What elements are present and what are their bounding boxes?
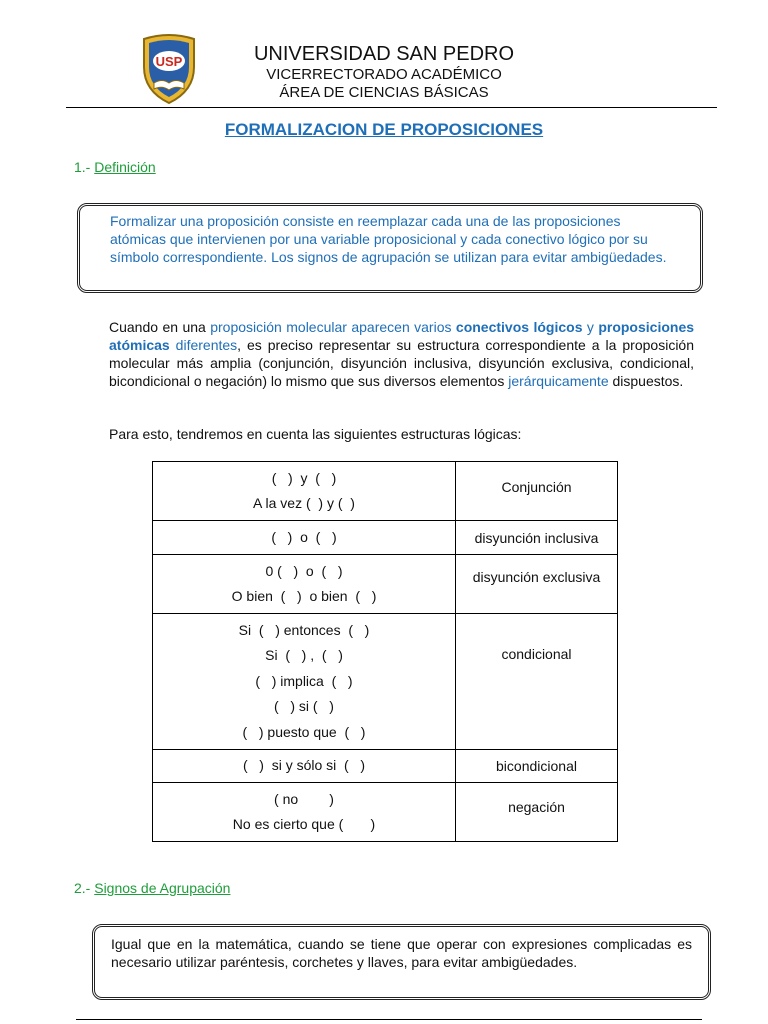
header-divider (66, 107, 717, 108)
connective-cell: disyunción inclusiva (456, 521, 618, 555)
form-text: O bien ( ) o bien ( ) (231, 588, 377, 604)
table-row (153, 521, 618, 555)
explanation-paragraph (109, 318, 694, 390)
section-2-number: 2.- (74, 880, 95, 896)
form-cell (153, 750, 456, 783)
grouping-text: Igual que en la matemática, cuando se tiene que operar con expresiones complicadas es necesario utilizar paréntesis, corchetes y llaves, para evitar ambigüedades. (111, 936, 692, 970)
section-1-number: 1.- (74, 159, 95, 175)
institution-header (200, 42, 568, 102)
paragraph-text: dispuestos. (608, 373, 684, 389)
paragraph-text: Cuando en una (109, 319, 211, 335)
section-1-title: Definición (94, 159, 156, 175)
connective-cell: condicional (456, 614, 618, 750)
table-row (153, 614, 618, 750)
form-cell (153, 783, 456, 842)
form-text: No es cierto que ( ) (232, 816, 376, 832)
table-row (153, 750, 618, 783)
form-text: 0 ( ) o ( ) (265, 562, 343, 579)
paragraph-highlight: y (582, 319, 599, 335)
table-row (153, 462, 618, 521)
logical-structures-table (152, 461, 618, 842)
form-text: ( ) y ( ) (271, 469, 337, 486)
university-name: UNIVERSIDAD SAN PEDRO (253, 43, 515, 65)
vice-rectorate: VICERRECTORADO ACADÉMICO (266, 66, 502, 83)
form-cell (153, 462, 456, 521)
table-intro: Para esto, tendremos en cuenta las siguientes estructuras lógicas: (109, 426, 522, 442)
form-text: ( ) o ( ) (271, 528, 337, 545)
university-logo (136, 33, 202, 105)
paragraph-highlight: diferentes (169, 337, 238, 353)
form-text: Si ( ) , ( ) (265, 647, 343, 664)
section-2-title: Signos de Agrupación (94, 880, 231, 896)
form-text: ( ) implica ( ) (255, 672, 353, 689)
footer-divider (76, 1019, 702, 1020)
paragraph-keyword: conectivos lógicos (455, 319, 583, 335)
logo-text: USP (155, 54, 183, 69)
form-text: Si ( ) entonces ( ) (238, 621, 370, 638)
connective-cell: disyunción exclusiva (456, 555, 618, 614)
connective-cell: negación (456, 783, 618, 842)
paragraph-keyword: proposiciones atómicas (109, 319, 695, 353)
form-text: A la vez ( ) y ( ) (253, 495, 355, 511)
table-row (153, 783, 618, 842)
paragraph-highlight: jerárquicamente (508, 373, 609, 389)
form-text: ( no ) (274, 790, 334, 807)
connective-cell: Conjunción (456, 462, 618, 521)
form-cell (153, 521, 456, 555)
area-name: ÁREA DE CIENCIAS BÁSICAS (279, 84, 489, 101)
form-cell (153, 614, 456, 750)
section-1-heading (74, 159, 156, 175)
grouping-box (92, 924, 711, 1000)
connective-cell: bicondicional (456, 750, 618, 783)
document-title: FORMALIZACION DE PROPOSICIONES (224, 120, 544, 139)
definition-text: Formalizar una proposición consiste en reemplazar cada una de las proposiciones atómicas que intervienen por una variable proposicional y cada conectivo lógico por su símbolo correspondiente. Los signos de agrupación se utilizan para evitar ambigüedades. (110, 213, 667, 265)
definition-box (77, 203, 703, 293)
paragraph-highlight: proposición molecular aparecen varios (210, 319, 456, 335)
form-text: ( ) si y sólo si ( ) (242, 757, 366, 774)
form-text: ( ) puesto que ( ) (242, 723, 366, 740)
form-cell (153, 555, 456, 614)
paragraph-text: , es preciso representar su estructura correspondiente a la proposición molecular más amplia (conjunción, disyunción inclusiva, disyunción exclusiva, condicional, bicondicional o negación) lo mismo que sus diversos elementos (109, 337, 694, 389)
form-text: ( ) si ( ) (274, 698, 334, 715)
section-2-heading (74, 880, 230, 896)
table-row (153, 555, 618, 614)
